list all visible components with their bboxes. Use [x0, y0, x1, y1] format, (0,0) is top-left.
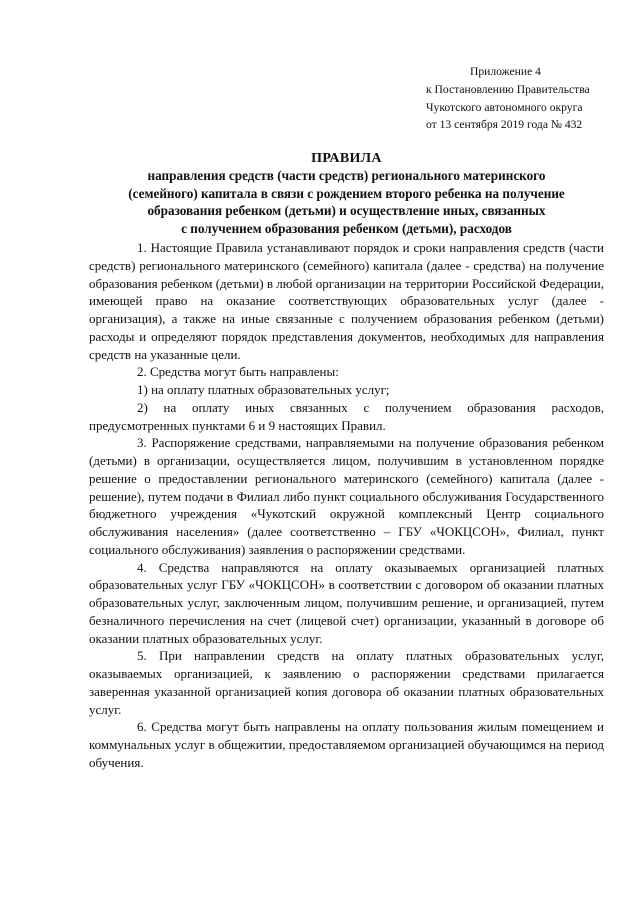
appendix-line-1: к Постановлению Правительства: [426, 82, 590, 96]
heading-line-1: направления средств (части средств) регионального материнского: [147, 168, 546, 184]
document-heading: [89, 150, 604, 237]
paragraph-3: 3. Распоряжение средствами, направляемыми на получение образования ребенком (детьми) в организации, осуществляется лицом, получившим в установленном порядке решение о предоставлении регионального материнского (семейного) капитала (далее - решение), путем подачи в Филиал либо пункт социального обслуживания Государственного бюджетного учреждения «Чукотский окружной комплексный Центр социального обслуживания населения» (далее соответственно – ГБУ «ЧОКЦСОН», Филиал, пункт социального обслуживания) заявления о распоряжении средствами.: [89, 435, 604, 557]
heading-line-2: (семейного) капитала в связи с рождением второго ребенка на получение: [128, 185, 565, 201]
paragraph-2-item-2: 2) на оплату иных связанных с получением образования расходов, предусмотренных пунктами 6 и 9 настоящих Правил.: [89, 399, 604, 433]
appendix-line-2: Чукотского автономного округа: [426, 100, 583, 114]
heading-line-3: образования ребенком (детьми) и осуществление иных, связанных: [147, 203, 546, 219]
paragraph-1: 1. Настоящие Правила устанавливают порядок и сроки направления средств (части средств) регионального материнского (семейного) капитала (далее - средства) на получение образования ребенком (детьми) в любой организации на территории Российской Федерации, имеющей право на оказание соответствующих образовательных услуг (далее - организация), а также на иные связанные с получением образования ребенком (детьми) расходы и определяют порядок представления документов, необходимых для направления средств на указанные цели.: [89, 240, 604, 362]
appendix-line-3: от 13 сентября 2019 года № 432: [426, 118, 583, 132]
paragraph-4: 4. Средства направляются на оплату оказываемых организацией платных образовательных услуг ГБУ «ЧОКЦСОН» в соответствии с договором об оказании платных образовательных услуг, заключенным лицом, получившим решение, и организацией, путем безналичного перечисления на счет (лицевой счет) организации, указанный в договоре об оказании платных образовательных услуг.: [89, 559, 604, 646]
document-body: [89, 239, 604, 772]
heading-title: ПРАВИЛА: [311, 151, 382, 166]
heading-line-4: с получением образования ребенком (детьми), расходов: [181, 220, 512, 236]
appendix-title: Приложение 4: [470, 65, 541, 78]
paragraph-2-item-1: 1) на оплату платных образовательных услуг;: [137, 382, 390, 397]
paragraph-5: 5. При направлении средств на оплату платных образовательных услуг, оказываемых организацией, к заявлению о распоряжении средствами прилагается заверенная указанной организацией копия договора об оказании платных образовательных услуг.: [89, 648, 604, 717]
paragraph-6: 6. Средства могут быть направлены на оплату пользования жилым помещением и коммунальных услуг в общежитии, предоставляемом организацией обучающимся на период обучения.: [89, 719, 604, 770]
paragraph-2: 2. Средства могут быть направлены:: [137, 364, 339, 380]
appendix-block: [426, 63, 590, 134]
